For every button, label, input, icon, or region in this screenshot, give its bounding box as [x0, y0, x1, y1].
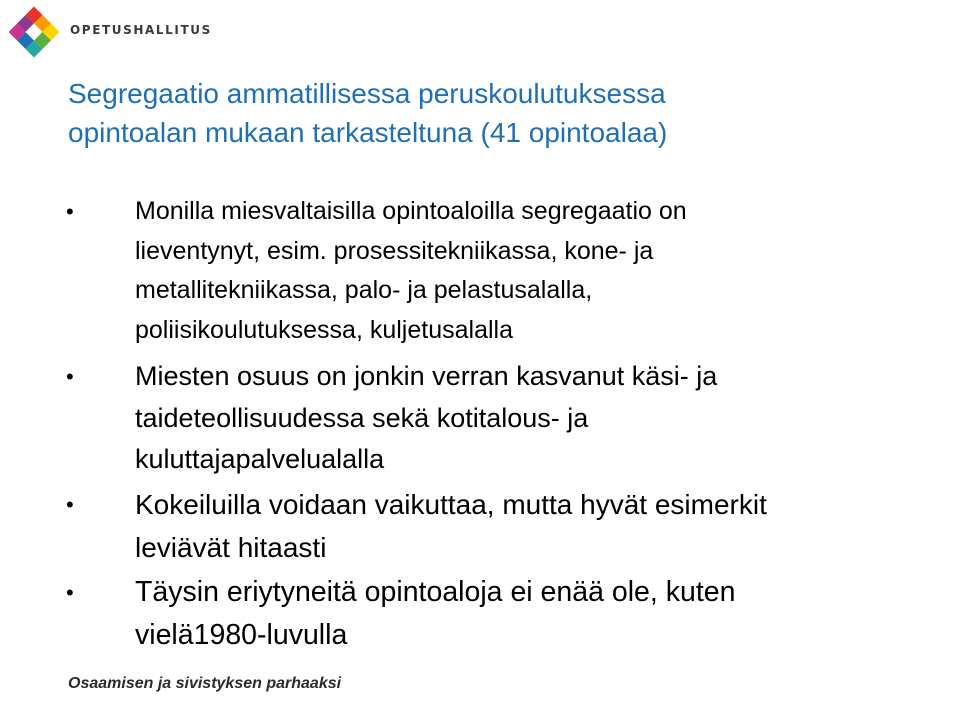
diamond-mosaic-logo-icon	[6, 4, 62, 60]
bullet-dot-icon: •	[66, 364, 74, 389]
bullet-line: lieventynyt, esim. prosessitekniikassa, kone- ja	[135, 236, 654, 265]
bullet-line: Kokeiluilla voidaan vaikuttaa, mutta hyvät esimerkit	[135, 488, 767, 520]
bullet-line: vielä1980-luvulla	[135, 618, 348, 651]
title-line-1: Segregaatio ammatillisessa peruskoulutuksessa	[68, 78, 666, 109]
bullet-line: Täysin eriytyneitä opintoaloja ei enää ole, kuten	[135, 575, 736, 608]
bullet-dot-icon: •	[66, 579, 74, 605]
footer-slogan: Osaamisen ja sivistyksen parhaaksi	[68, 675, 342, 692]
bullet-item	[66, 192, 926, 350]
bullet-line: metallitekniikassa, palo- ja pelastusalalla,	[135, 276, 593, 304]
bullet-item	[66, 356, 926, 481]
bullet-line: taideteollisuudessa sekä kotitalous- ja	[135, 402, 589, 433]
bullet-line: Monilla miesvaltaisilla opintoaloilla segregaatio on	[135, 197, 687, 225]
bullet-item	[66, 571, 926, 657]
bullet-dot-icon: •	[66, 491, 74, 517]
bullet-list	[66, 192, 926, 659]
slide-title	[68, 74, 928, 152]
bullet-line: leviävät hitaasti	[135, 531, 327, 563]
bullet-line: kuluttajapalvelualalla	[135, 444, 385, 474]
organization-name: OPETUSHALLITUS	[70, 23, 212, 37]
title-line-2: opintoalan mukaan tarkasteltuna (41 opintoalaa)	[68, 117, 668, 148]
bullet-line: Miesten osuus on jonkin verran kasvanut käsi- ja	[135, 361, 718, 391]
bullet-dot-icon: •	[66, 199, 74, 224]
bullet-line: poliisikoulutuksessa, kuljetusalalla	[135, 315, 513, 344]
bullet-item	[66, 483, 926, 569]
